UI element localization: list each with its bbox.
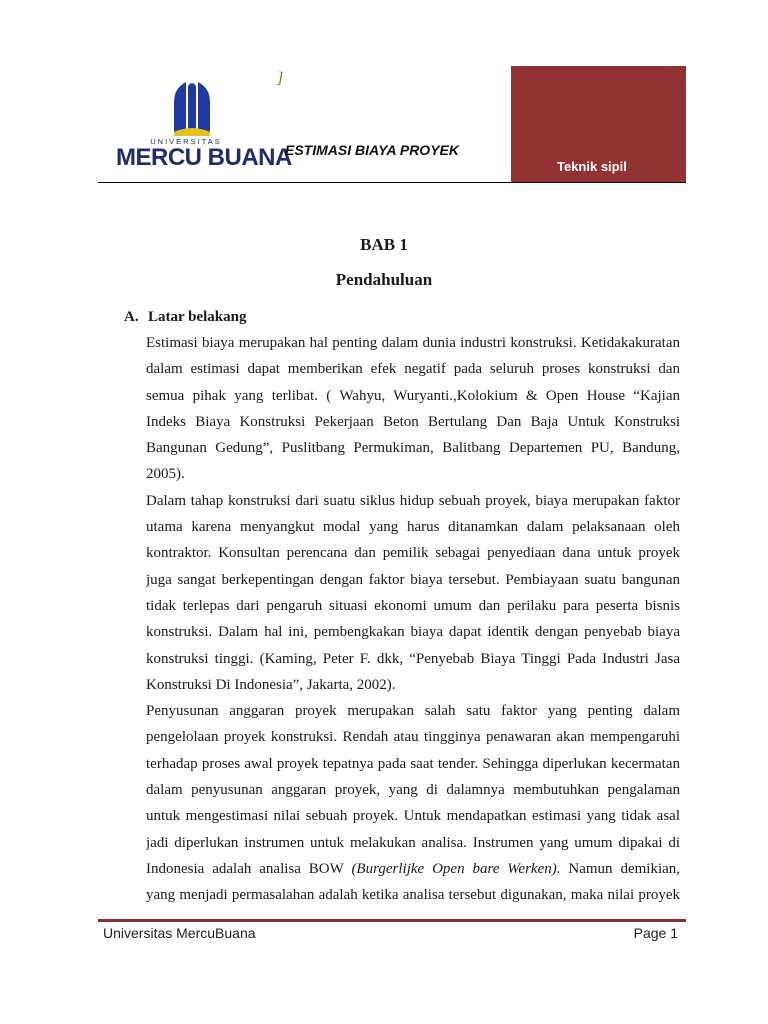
- university-small-label: UNIVERSITAS: [150, 137, 222, 146]
- body-line-bow: [146, 856, 680, 882]
- body-line: Bangunan Gedung”, Puslitbang Permukiman, Balitbang Departemen PU, Bandung,: [146, 440, 680, 457]
- bow-suffix: Namun demikian,: [568, 860, 680, 877]
- bow-prefix: Indonesia adalah analisa BOW: [146, 860, 344, 877]
- header-mark: ]: [277, 70, 284, 87]
- chapter-title: Pendahuluan: [335, 270, 433, 289]
- body-line: tidak terlepas dari pengaruh situasi ekonomi umum dan perilaku para peserta bisnis: [146, 597, 680, 614]
- footer-divider: [98, 919, 686, 922]
- department-label: Teknik sipil: [557, 159, 627, 174]
- body-line: jadi diperlukan instrumen untuk melakukan analisa. Instrumen yang umum dipakai di: [146, 834, 680, 851]
- body-line: juga sangat berkepentingan dengan faktor biaya tersebut. Pembiayaan suatu bangunan: [146, 571, 680, 588]
- university-name: MERCU BUANA: [116, 144, 292, 171]
- logo-emblem-icon: [172, 80, 212, 138]
- chapter-number: BAB 1: [360, 235, 408, 254]
- footer-university: Universitas MercuBuana: [103, 925, 256, 941]
- body-line: 2005).: [146, 466, 185, 483]
- body-line: Indeks Biaya Konstruksi Pekerjaan Beton Bertulang Dan Baja Untuk Konstruksi: [146, 413, 680, 430]
- section-label: A.: [124, 309, 139, 325]
- page-number: Page 1: [633, 925, 678, 941]
- body-line: yang menjadi permasalahan adalah ketika analisa tersebut digunakan, maka nilai proyek: [146, 887, 680, 904]
- body-line: Penyusunan anggaran proyek merupakan salah satu faktor yang penting dalam: [146, 703, 680, 720]
- department-box: [511, 66, 686, 182]
- document-title: ESTIMASI BIAYA PROYEK: [285, 142, 459, 158]
- section-title: Latar belakang: [148, 309, 247, 325]
- body-line: Estimasi biaya merupakan hal penting dalam dunia industri konstruksi. Ketidakakuratan: [146, 335, 680, 351]
- bow-italic: (Burgerlijke Open bare Werken).: [351, 860, 561, 877]
- body-text: [146, 330, 680, 909]
- body-line: pengelolaan proyek konstruksi. Rendah atau tingginya penawaran akan mempengaruhi: [146, 729, 680, 746]
- body-line: dalam estimasi dapat memberikan efek negatif pada seluruh proses konstruksi dan: [146, 361, 680, 378]
- body-line: konstruksi tinggi. (Kaming, Peter F. dkk, “Penyebab Biaya Tinggi Pada Industri Jasa: [146, 650, 680, 667]
- body-line: Dalam tahap konstruksi dari suatu siklus hidup sebuah proyek, biaya merupakan faktor: [146, 492, 680, 509]
- body-line: semua pihak yang terlibat. ( Wahyu, Wuryanti.,Kolokium & Open House “Kajian: [146, 387, 680, 404]
- body-line: dalam penyusunan anggaran proyek, yang di dalamnya membutuhkan pengalaman: [146, 782, 680, 799]
- section-heading: [124, 309, 247, 326]
- body-line: untuk mengestimasi nilai sebuah proyek. Untuk mendapatkan estimasi yang tidak asal: [146, 808, 680, 825]
- university-logo: [116, 80, 292, 176]
- body-line: Konstruksi Di Indonesia”, Jakarta, 2002).: [146, 676, 396, 693]
- body-line: kontraktor. Konsultan perencana dan pemilik sebagai penyediaan dana untuk proyek: [146, 545, 680, 562]
- header-divider: [98, 182, 686, 183]
- body-line: konstruksi. Dalam hal ini, pembengkakan biaya dapat identik dengan penyebab biaya: [146, 624, 680, 641]
- body-line: utama karena menyangkut modal yang harus ditanamkan dalam pelaksanaan oleh: [146, 519, 680, 536]
- body-line: terhadap proses awal proyek tepatnya pada saat tender. Sehingga diperlukan kecermatan: [146, 755, 680, 772]
